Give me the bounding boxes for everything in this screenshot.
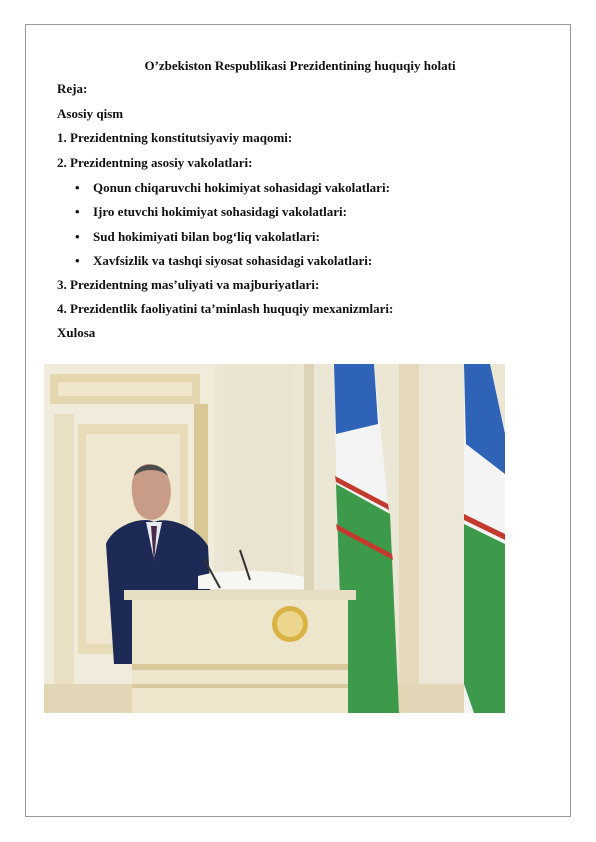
plan-item-3: 3. Prezidentning mas’uliyati va majburiyatlari: [57,277,320,292]
bullet-marker: • [75,253,80,268]
bullet-item-3: Sud hokimiyati bilan bog‘liq vakolatlari: [93,229,320,244]
president-photo [44,364,505,713]
plan-item-2: 2. Prezidentning asosiy vakolatlari: [57,155,253,170]
bullet-marker: • [75,204,80,219]
bullet-item-2: Ijro etuvchi hokimiyat sohasidagi vakolatlari: [93,204,348,219]
plan-item-1: 1. Prezidentning konstitutsiyaviy maqomi: [57,130,293,145]
plan-label: Reja: [57,81,88,96]
bullet-item-4: Xavfsizlik va tashqi siyosat sohasidagi vakolatlari: [93,253,373,268]
main-part-heading: Asosiy qism [57,106,124,121]
bullet-item-1: Qonun chiqaruvchi hokimiyat sohasidagi vakolatlari: [93,180,390,195]
conclusion-heading: Xulosa [57,325,96,340]
bullet-marker: • [75,180,80,195]
document-title: O’zbekiston Respublikasi Prezidentining huquqiy holati [144,58,456,73]
bullet-marker: • [75,229,80,244]
plan-item-4: 4. Prezidentlik faoliyatini ta’minlash huquqiy mexanizmlari: [57,301,394,316]
